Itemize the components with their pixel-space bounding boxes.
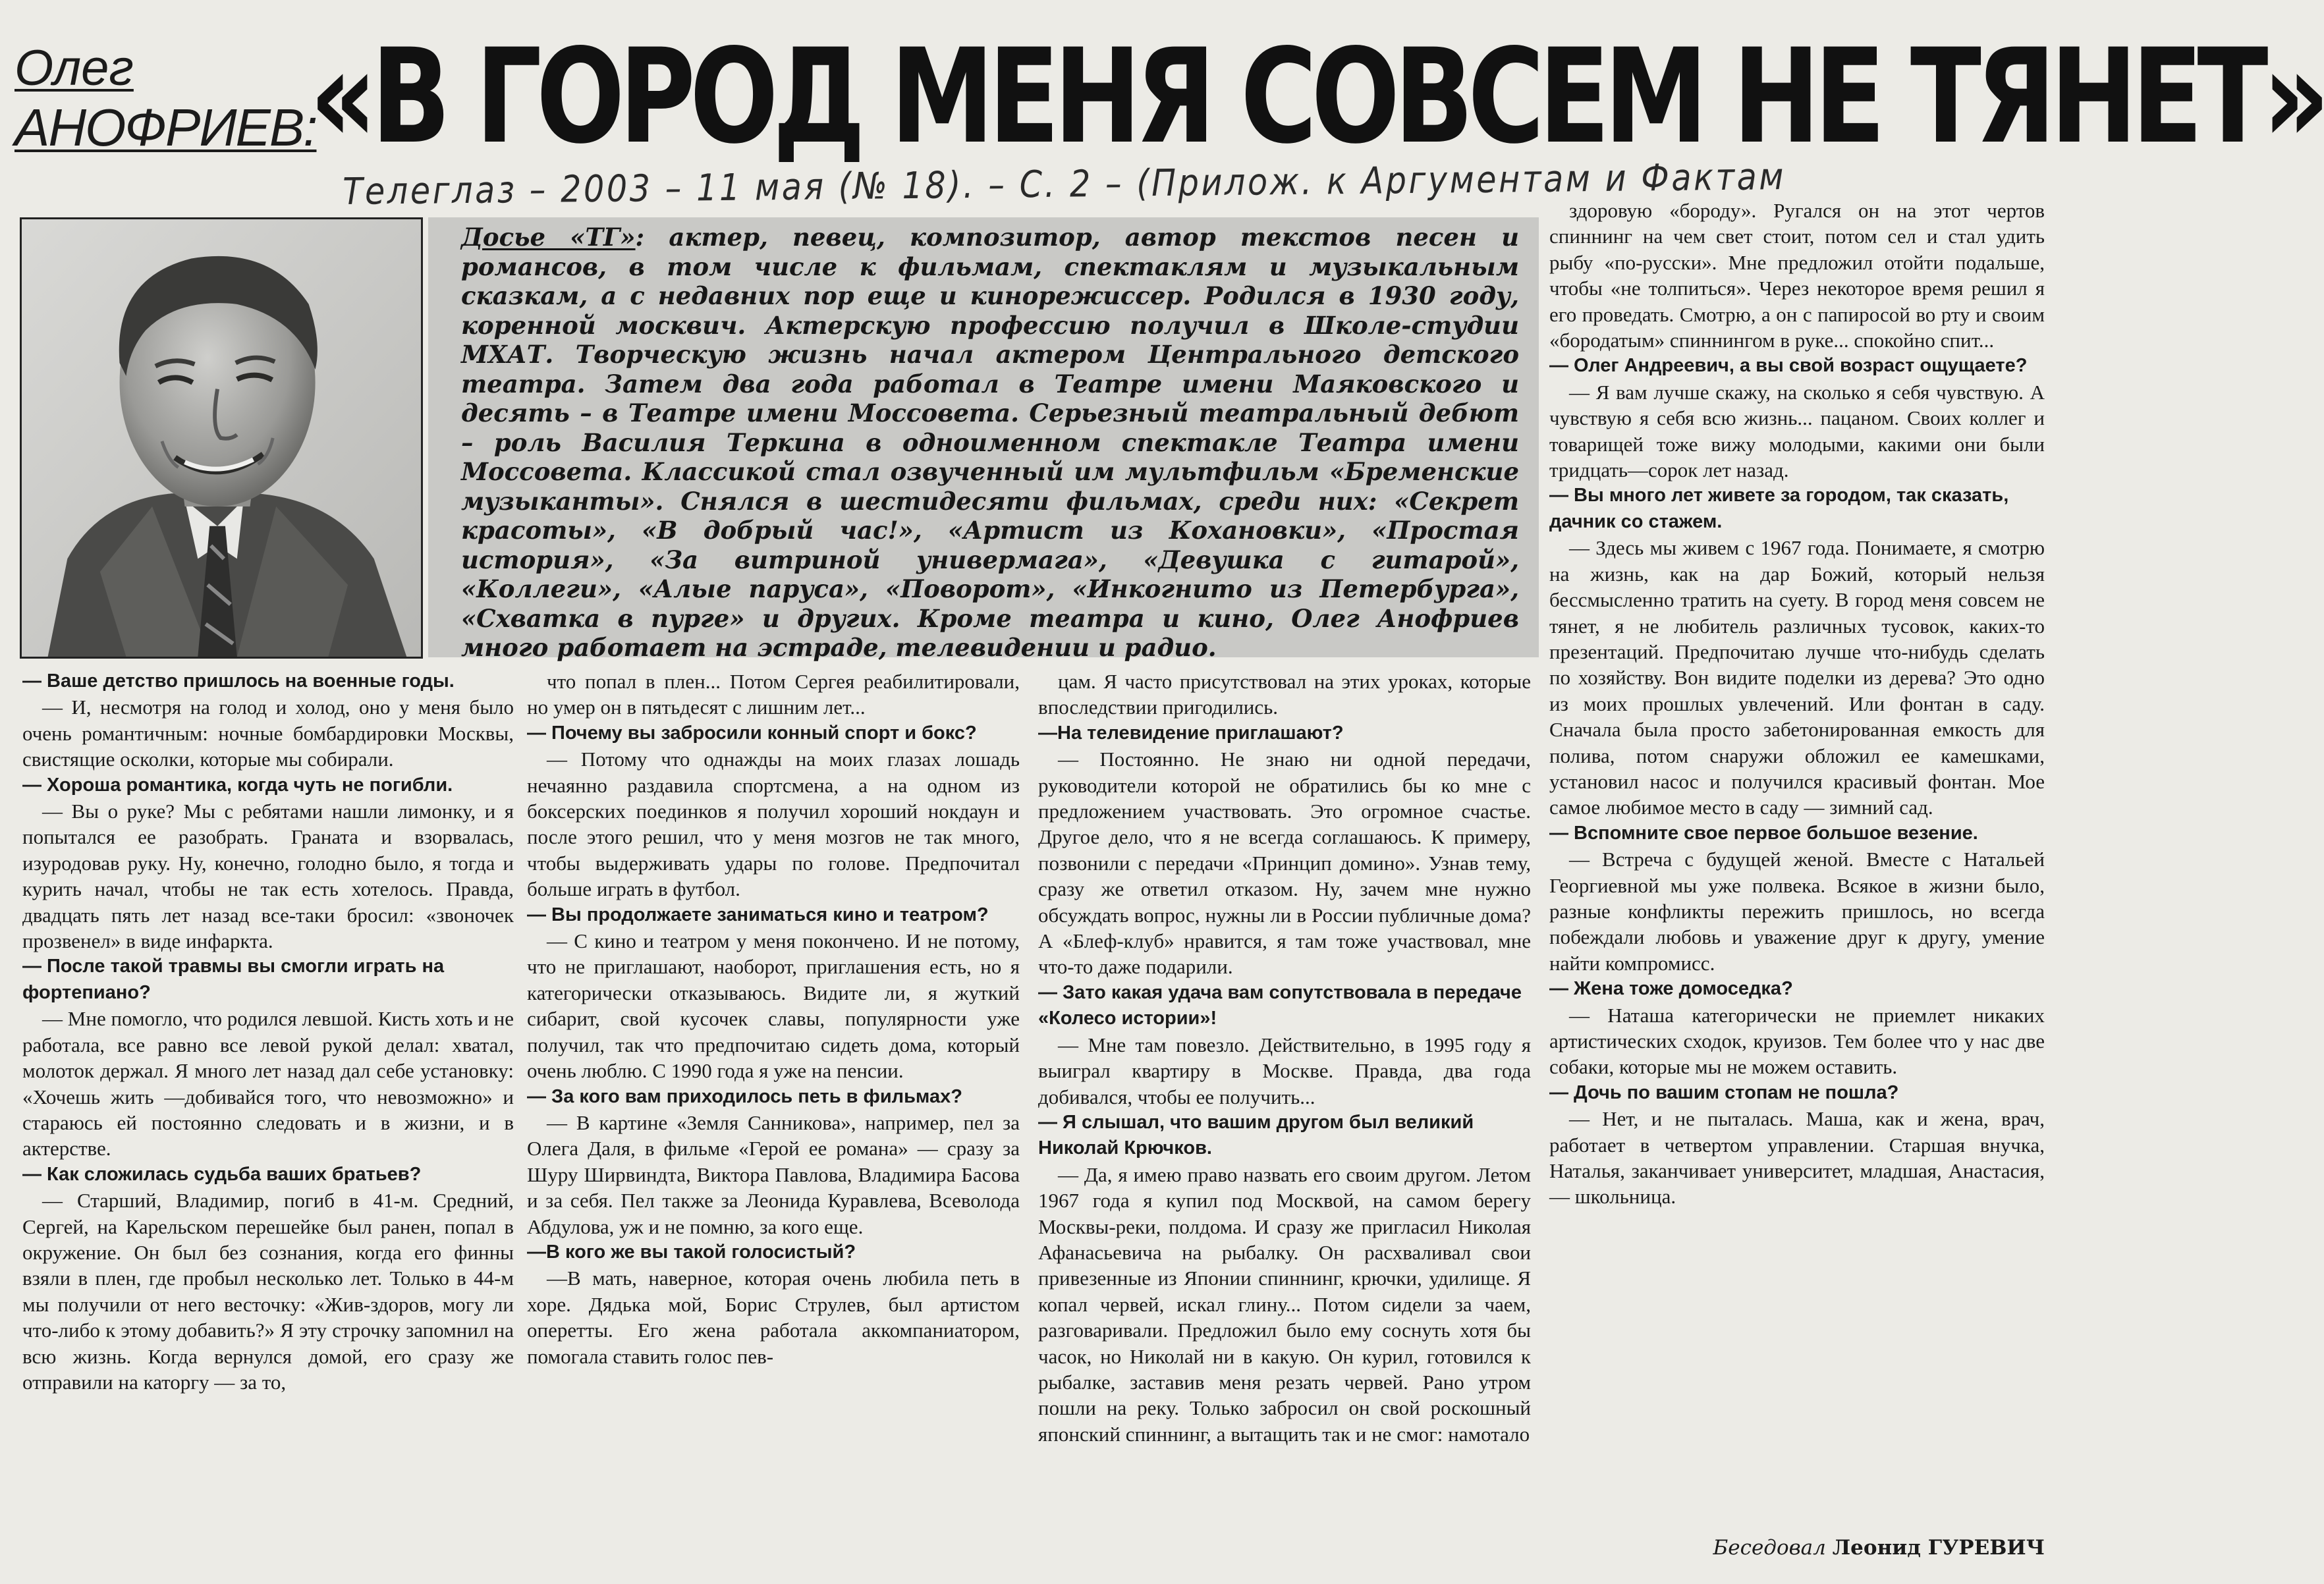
interview-question: — Вы продолжаете заниматься кино и театром? (527, 904, 989, 925)
interview-question: — Дочь по вашим стопам не пошла? (1549, 1081, 1899, 1103)
article-column-2 (527, 669, 1020, 1577)
interview-answer: — Наташа категорически не приемлет никаких артистических сходок, круизов. Тем более что у нас две собаки, которые мы не можем оставить. (1549, 1003, 2045, 1079)
interview-question: — Как сложилась судьба ваших братьев? (22, 1163, 422, 1185)
dossier-label: Досье «ТГ» (461, 223, 636, 252)
interview-question: — Хороша романтика, когда чуть не погибли. (22, 774, 453, 796)
interviewee-first-name: Олег (14, 40, 134, 96)
interview-answer: — Встреча с будущей женой. Вместе с Натальей Георгиевной мы уже полвека. Всякое в жизни было, разные конфликты пережить пришлось, но всегда побеждали любовь и уважение друг к другу, умение найти компромисс. (1549, 848, 2045, 975)
interview-answer: — Старший, Владимир, погиб в 41-м. Средний, Сергей, на Карельском перешейке был ранен, попал в окружение. Он был без сознания, когда его финны взяли в плен, где пробыл несколько лет. Только в 44-м мы получили от него весточку: «Жив-здоров, могу ли что-либо к этому добавить?» Я эту строчку запомнил на всю жизнь. Когда вернулся домой, его сразу же отправили на каторгу — за то, (22, 1189, 514, 1394)
interview-answer: —В мать, наверное, которая очень любила петь в хоре. Дядька мой, Борис Струлев, был артистом оперетты. Его жена работала аккомпаниатором, помогала ставить голос пев- (527, 1267, 1020, 1368)
interview-answer: цам. Я часто присутствовал на этих уроках, которые впоследствии пригодились. (1038, 670, 1531, 719)
interviewee-last-name: АНОФРИЕВ: (14, 98, 317, 157)
article-column-1 (22, 669, 514, 1577)
interview-question: — Вы много лет живете за городом, так сказать, дачник со стажем. (1549, 485, 2009, 532)
interview-question: — Ваше детство пришлось на военные годы. (22, 670, 455, 692)
interview-question: — Почему вы забросили конный спорт и бокс? (527, 722, 977, 744)
interview-answer: — В картине «Земля Санникова», например, пел за Олега Даля, в фильме «Герой ее романа» — сразу за Шуру Ширвиндта, Виктора Павлова, Владимира Басова и за себя. Пел также за Леонида Куравлева, Всеволода Абдулова, уж и не помню, за кого еще. (527, 1110, 1020, 1238)
interviewee-name (14, 41, 318, 159)
interview-answer: — И, несмотря на голод и холод, оно у меня было очень романтичным: ночные бомбардировки Москвы, свистящие осколки, которые мы собирали. (22, 696, 514, 771)
interview-answer: — Да, я имею право назвать его своим другом. Летом 1967 года я купил под Москвой, на самом берегу Москвы-реки, полдома. И сразу же пригласил Николая Афанасьевича на рыбалку. Он расхваливал свои привезенные из Японии спиннинг, крючки, удилище. Я копал червей, искал глину... Потом сидели за чаем, разговаривали. Предложил было ему соснуть хотя бы часок, но Николай ни в какую. Он курил, готовился к рыбалке, заставив меня резать червей. Рано утром пошли на реку. Только забросил он свой роскошный японский спиннинг, а вытащить так и не смог: намотало (1038, 1162, 1531, 1446)
article-column-3 (1038, 669, 1531, 1577)
interview-answer: — Мне помогло, что родился левшой. Кисть хоть и не работала, все равно все левой рукой делал: хватал, молоток держал. Я много лет назад дал себе установку: «Хочешь жить —добивайся того, что невозможно» и стараюсь ей постоянно следовать и в жизни, и в актерстве. (22, 1007, 514, 1161)
interview-answer: — Потому что однажды на моих глазах лошадь нечаянно раздавила спортсмена, а на одном из боксерских поединков я получил хороший нокдаун и после этого решил, что у меня мозгов не так много, чтобы выдерживать удары по голове. Предпочитал больше играть в футбол. (527, 748, 1020, 901)
interview-question: —На телевидение приглашают? (1038, 722, 1344, 744)
interview-answer: — Здесь мы живем с 1967 года. Понимаете, я смотрю на жизнь, как на дар Божий, который нельзя бессмысленно тратить на суету. В город меня совсем не тянет, я не любитель различных тусовок, каких-то презентаций. Предпочитаю лучше что-нибудь сделать по хозяйству. Вон видите поделки из дерева? Это одно из моих прошлых увлечений. Или фонтан в саду. Сначала была просто забетонированная емкость для полива, потом снаружи обложил ее камешками, установил насос и получился красивый фонтан. Мое самое любимое место в саду — зимний сад. (1549, 536, 2045, 819)
portrait-photo-icon (22, 219, 421, 657)
portrait-photo (20, 217, 423, 659)
headline: «В ГОРОД МЕНЯ СОВСЕМ НЕ ТЯНЕТ» (310, 20, 2324, 173)
interview-answer: — Вы о руке? Мы с ребятами нашли лимонку, и я попытался ее разобрать. Граната и взорвалась, изуродовав руку. Ну, конечно, голодно было, я тогда и курить начал, чтобы не так есть хотелось. Правда, двадцать пять лет назад все-таки бросил: «звоночек прозвенел» в виде инфаркта. (22, 800, 514, 953)
interview-answer: здоровую «бороду». Ругался он на этот чертов спиннинг на чем свет стоит, потом сел и стал удить рыбу «по-русски». Мне предложил отойти подальше, чтобы «не толпиться». Через некоторое время решил я его проведать. Смотрю, а он с папиросой во рту и своим «бородатым» спиннингом в руке... спокойно спит... (1549, 199, 2045, 352)
interview-question: — За кого вам приходилось петь в фильмах? (527, 1085, 962, 1107)
byline-name: Леонид ГУРЕВИЧ (1832, 1536, 2045, 1560)
interview-answer: — Мне там повезло. Действительно, в 1995 году я выиграл квартиру в Москве. Правда, два года добивался, чтобы ее получить... (1038, 1033, 1531, 1108)
interview-question: — Я слышал, что вашим другом был великий Николай Крючков. (1038, 1111, 1474, 1159)
article-column-4 (1549, 198, 2045, 1577)
interview-answer: — Постоянно. Не знаю ни одной передачи, руководители которой не обратились бы ко мне с предложением участвовать. Это огромное счастье. Другое дело, что я не всегда соглашаюсь. К примеру, позвонили с передачи «Принцип домино». Узнав тему, сразу же ответил отказом. Ну, зачем мне нужно обсуждать вопрос, нужны ли в России публичные дома? А «Блеф-клуб» нравится, я там тоже участвовал, мне что-то даже подарили. (1038, 748, 1531, 979)
dossier-text: : актер, певец, композитор, автор текстов песен и романсов, в том числе к фильмам, спектаклям и музыкальным сказкам, а с недавних пор еще и кинорежиссер. Родился в 1930 году, коренной москвич. Актерскую профессию получил в Школе-студии МХАТ. Творческую жизнь начал актером Центрального детского театра. Затем два года работал в Театре имени Маяковского и десять – в Театре имени Моссовета. Серьезный театральный дебют – роль Василия Теркина в одноименном спектакле Театра имени Моссовета. Классикой стал озвученный им мультфильм «Бременские музыканты». Снялся в шестидесяти фильмах, среди них: «Секрет красоты», «В добрый час!», «Артист из Кохановки», «Простая история», «За витриной универмага», «Девушка с гитарой», «Коллеги», «Алые паруса», «Поворот», «Инкогнито из Петербурга», «Схватка в пурге» и других. Кроме театра и кино, Олег Анофриев много работает на эстраде, телевидении и радио. (461, 223, 1519, 662)
interview-answer: — С кино и театром у меня покончено. И не потому, что не приглашают, наоборот, приглашения есть, но я категорически отказываюсь. Видите ли, я жуткий сибарит, свой кусочек славы, популярности уже получил, так что предпочитаю сидеть дома, который очень люблю. С 1990 года я уже на пенсии. (527, 929, 1020, 1083)
dossier-box (428, 217, 1539, 662)
interview-question: — Олег Андреевич, а вы свой возраст ощущаете? (1549, 355, 2028, 377)
handwritten-citation-note: Телеглаз – 2003 – 11 мая (№ 18). – С. 2 – (Прилож. к Аргументам и Фактам (342, 155, 1786, 213)
interview-question: — Вспомните свое первое большое везение. (1549, 822, 1978, 844)
byline-role: Беседовал (1713, 1536, 1826, 1560)
interview-answer: что попал в плен... Потом Сергея реабилитировали, но умер он в пятьдесят с лишним лет... (527, 670, 1020, 719)
byline (1549, 1535, 2045, 1561)
interview-question: — После такой травмы вы смогли играть на фортепиано? (22, 956, 445, 1003)
interview-question: — Жена тоже домоседка? (1549, 978, 1793, 1000)
interview-answer: — Нет, и не пыталась. Маша, как и жена, врач, работает в четвертом управлении. Старшая внучка, Наталья, заканчивает университет, младшая, Анастасия, — школьница. (1549, 1107, 2045, 1209)
interview-question: —В кого же вы такой голосистый? (527, 1241, 856, 1263)
interview-question: — Зато какая удача вам сопутствовала в передаче «Колесо истории»! (1038, 981, 1522, 1029)
interview-answer: — Я вам лучше скажу, на сколько я себя чувствую. А чувствую я себя всю жизнь... пацаном. Своих коллег и товарищей тоже вижу молодыми, какими они были тридцать—сорок лет назад. (1549, 380, 2045, 482)
